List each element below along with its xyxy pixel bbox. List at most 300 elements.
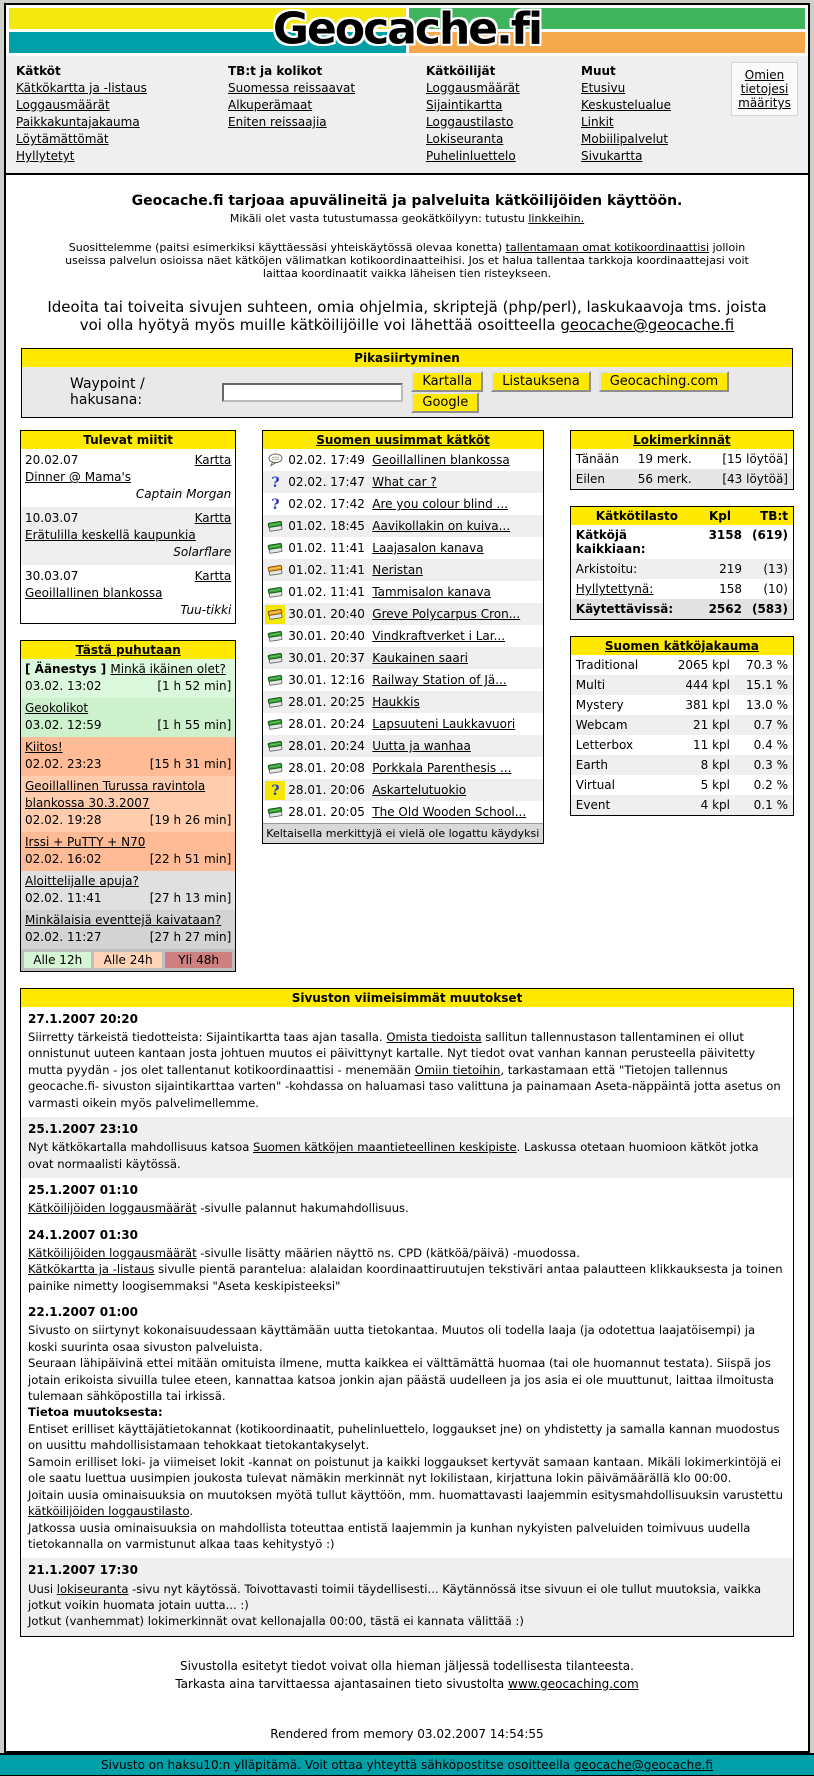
discussion-topics-title-link[interactable]: Tästä puhutaan (75, 643, 181, 657)
cache-type-percent: 13.0 % (746, 698, 788, 712)
profile-settings-link[interactable]: Omien tietojesi määritys (738, 68, 791, 110)
change-entry (21, 1223, 793, 1300)
meet-row (21, 507, 235, 565)
meet-date: 10.03.07 (25, 511, 79, 525)
nav-column (426, 62, 581, 165)
waypoint-search-input[interactable] (222, 383, 403, 402)
listauksena-button[interactable]: Listauksena (491, 371, 590, 392)
topic-link[interactable]: Geoillallinen Turussa ravintola blankossa 30.3.2007 (25, 779, 206, 810)
stats-kpl-value: 158 (719, 582, 742, 596)
cache-name-link[interactable]: Askartelutuokio (372, 783, 467, 797)
log-entries-rows (571, 449, 793, 489)
nav-link[interactable]: Sivukartta (581, 149, 643, 163)
cache-type-percent: 0.3 % (753, 758, 788, 772)
change-entry-line (28, 1520, 786, 1553)
text-segment: . Laskussa otetaan huomioon kätköt jotka ovat normaalisti käytössä. (28, 1140, 759, 1171)
mystery-cache-icon (265, 781, 285, 800)
cache-row (263, 493, 542, 515)
nav-link[interactable]: Mobiilipalvelut (581, 132, 669, 146)
topic-row (21, 659, 235, 698)
traditional-cache-icon (265, 671, 285, 690)
newest-caches-rows (263, 449, 542, 823)
change-entry-line (28, 1613, 786, 1629)
topic-meta-line (25, 812, 231, 829)
main-nav (6, 56, 808, 173)
text-segment: Seuraan lähipäivinä ettei mitään omituista ilmene, mutta kaikkea ei välttämättä huomaa (tai ole huomannut testata). Siispä jos jotain erikoista sivuilla tulee eteen, kannattaa katsoa jonkin ajan päästä uudelleen ja jos asia ei ole muuttunut, laittaa ilmoitusta tulemaan sähköpostilla tai irkissä. (28, 1356, 775, 1403)
log-day-label: Eilen (575, 472, 606, 486)
upcoming-meets-title: Tulevat miitit (21, 431, 235, 449)
cache-date: 01.02. 11:41 (288, 541, 365, 555)
meet-row-top (25, 510, 231, 527)
change-entry (21, 1558, 793, 1635)
quick-jump-box (21, 348, 793, 418)
stats-label: Arkistoitu: (575, 562, 638, 576)
topic-title-line (25, 661, 231, 678)
topic-row (21, 737, 235, 776)
meet-row-top (25, 568, 231, 585)
traditional-cache-icon (265, 539, 285, 558)
cache-row (263, 449, 542, 471)
meet-row-top (25, 452, 231, 469)
cache-date: 30.01. 12:16 (288, 673, 365, 687)
traditional-cache-icon (265, 583, 285, 602)
change-entry-date: 27.1.2007 20:20 (28, 1012, 138, 1026)
cache-name-link[interactable]: What car ? (372, 475, 437, 489)
inline-link[interactable]: Kätkökartta ja -listaus (28, 1262, 155, 1277)
traditional-cache-icon (265, 649, 285, 668)
content-columns (6, 418, 808, 972)
inline-link[interactable]: tallentamaan omat kotikoordinaattisi (505, 241, 710, 254)
cache-row (263, 581, 542, 603)
newest-caches-title-link[interactable]: Suomen uusimmat kätköt (316, 433, 490, 447)
topic-age: [19 h 26 min] (149, 813, 232, 827)
legend-alle-24h: Alle 24h (94, 952, 161, 968)
main-content (6, 173, 808, 1751)
cache-row (263, 691, 542, 713)
waypoint-search-label: Waypoint / hakusana: (70, 376, 145, 408)
topic-link[interactable]: Kiitos! (25, 740, 63, 754)
meet-row (21, 565, 235, 623)
traditional-cache-icon (265, 627, 285, 646)
meet-row (21, 449, 235, 507)
nav-link[interactable]: Eniten reissaajia (228, 115, 327, 129)
text-segment: sallitun tallennustason tallentaminen ei ollut onnistunut uuteen kantaan josta johtuen muutos ei päivittynyt kartalle. Nyt tiedot ovat vanhan kannan perusteella päivitetty mutta pyydän - jos olet tallentanut kotikoordinaattisi - menemään (28, 1030, 756, 1077)
cache-date: 28.01. 20:24 (288, 739, 365, 753)
intro-title: Geocache.fi tarjoaa apuvälineitä ja palveluita kätköilijöiden käyttöön. (131, 193, 683, 209)
cache-name-link[interactable]: Are you colour blind ... (372, 497, 508, 511)
topic-date: 03.02. 13:02 (25, 679, 102, 693)
meet-owner: Solarflare (173, 545, 232, 559)
meet-map-link[interactable]: Kartta (194, 453, 232, 467)
discussion-topics-rows (21, 659, 235, 949)
legend-alle-12h: Alle 12h (24, 952, 91, 968)
topic-meta-line (25, 929, 231, 946)
inline-link[interactable]: www.geocaching.com (508, 1676, 639, 1691)
text-segment: Mikäli olet vasta tutustumassa geokätköilyyn: tutustu (229, 212, 529, 225)
cache-date: 28.01. 20:06 (288, 783, 365, 797)
change-entry (21, 1117, 793, 1178)
topic-age: [1 h 55 min] (157, 718, 232, 732)
distribution-row (571, 695, 793, 715)
nav-link[interactable]: Alkuperämaat (228, 98, 313, 112)
topic-meta-line (25, 851, 231, 868)
cache-name-link[interactable]: Lapsuuteni Laukkavuori (372, 717, 516, 731)
cache-type-count: 21 kpl (693, 718, 730, 732)
site-changes-box (20, 988, 794, 1637)
distribution-row (571, 755, 793, 775)
inline-link[interactable]: Kätköilijöiden loggausmäärät (28, 1245, 197, 1260)
left-column (20, 430, 236, 972)
text-segment: Ideoita tai toiveita sivujen suhteen, omia ohjelmia, skriptejä (php/perl), laskukaavoja tms. joista voi olla hyötyä myös muille kätköilijöille voi lähettää osoitteella (47, 298, 767, 334)
change-entry (21, 1178, 793, 1222)
text-segment: Sivusto on haksu10:n ylläpitämä. Voit ottaa yhteyttä sähköpostitse osoitteella (101, 1757, 574, 1772)
stats-kpl-value: 3158 (708, 528, 742, 542)
topic-row (21, 698, 235, 737)
cache-row (263, 779, 542, 801)
topic-link[interactable]: Minkä ikäinen olet? (110, 662, 226, 676)
cache-stats-row (571, 559, 793, 579)
topic-meta-line (25, 756, 231, 773)
svg-text:?: ? (271, 475, 280, 490)
topic-age: [27 h 13 min] (149, 891, 232, 905)
inline-link[interactable]: geocache@geocache.fi (573, 1757, 713, 1772)
cache-name-link[interactable]: The Old Wooden School... (372, 805, 527, 819)
change-entry-date: 22.1.2007 01:00 (28, 1305, 138, 1320)
inline-link[interactable]: geocache@geocache.fi (560, 316, 735, 334)
change-entry-line (28, 1581, 786, 1614)
nav-column-title: Kätköilijät (426, 64, 496, 78)
text-segment: Jatkossa uusia ominaisuuksia on mahdollista toteuttaa entistä laajemmin ja kunhan nykyisten palveluiden toimivuus uudella tietokannalla on varmistunut alkaa taas kehitystyö :) (28, 1520, 751, 1552)
site-footer-bar (0, 1753, 814, 1776)
meet-map-link[interactable]: Kartta (194, 511, 232, 525)
svg-text:?: ? (271, 783, 280, 798)
cache-distribution-title-link[interactable]: Suomen kätköjakauma (604, 639, 759, 653)
topic-row (21, 832, 235, 871)
cache-name-link[interactable]: Uutta ja wanhaa (372, 739, 471, 753)
multi-cache-icon (265, 605, 285, 624)
distribution-row (571, 675, 793, 695)
inline-link[interactable]: lokiseuranta (56, 1581, 129, 1596)
topic-title-line (25, 912, 231, 929)
log-entries-box (570, 430, 794, 490)
google-button[interactable]: Google (411, 392, 479, 413)
yellow-highlight-note: Keltaisella merkittyjä ei vielä ole logattu käydyksi (263, 823, 542, 843)
meet-name-link[interactable]: Geoillallinen blankossa (25, 586, 163, 600)
topic-date: 03.02. 12:59 (25, 718, 102, 732)
site-logo: Geocache.fi (272, 2, 542, 54)
kartalla-button[interactable]: Kartalla (411, 371, 483, 392)
cache-type-label: Letterbox (575, 738, 634, 752)
quick-jump-body (22, 367, 792, 417)
intro-contact (38, 298, 776, 334)
svg-text:?: ? (271, 497, 280, 512)
cache-row (263, 537, 542, 559)
mystery-cache-icon (265, 473, 285, 492)
text-segment: Suosittelemme (paitsi esimerkiksi käyttäessäsi yhteiskäytössä olevaa konetta) (68, 241, 506, 254)
change-entry-line (28, 1404, 786, 1420)
change-entry (21, 1007, 793, 1117)
inline-link[interactable]: linkkeihin. (528, 212, 585, 225)
right-column (570, 430, 794, 816)
topic-date: 02.02. 11:27 (25, 930, 102, 944)
cache-type-label: Traditional (575, 658, 639, 672)
topic-title-line (25, 778, 231, 812)
disclaimer-line2 (6, 1675, 808, 1693)
topic-meta-line (25, 678, 231, 695)
topic-title-line (25, 834, 231, 851)
upcoming-meets-box (20, 430, 236, 624)
cache-date: 28.01. 20:05 (288, 805, 365, 819)
stats-label: Kätköjä kaikkiaan: (575, 528, 646, 556)
distribution-row (571, 735, 793, 755)
cache-stats-row (571, 579, 793, 599)
change-entry-line (28, 1322, 786, 1355)
cache-stats-rows (571, 525, 793, 619)
topic-age-legend (21, 949, 235, 971)
topic-row (21, 871, 235, 910)
cache-stats-box (570, 506, 794, 620)
log-finds: [15 löytöä] (722, 452, 788, 466)
nav-link[interactable]: Suomessa reissaavat (228, 81, 356, 95)
log-day-label: Tänään (575, 452, 619, 466)
change-entry-line (28, 1029, 786, 1111)
cache-row (263, 559, 542, 581)
cache-row (263, 757, 542, 779)
cache-date: 01.02. 18:45 (288, 519, 365, 533)
text-segment: Joitain uusia ominaisuuksia on muutoksen myötä tullut käyttöön, mm. huomattavasti laajemmin esitysmahdollisuuksin varustettu (28, 1487, 783, 1502)
text-segment: , tarkastamaan että "Tietojen tallennus geocache.fi- sivuston sijaintikarttaa varten" -kohdassa on haluamasi taso valittuna ja painamaan Aseta-näppäintä jotta asetus on varmasti oikein myös palvelimellemme. (28, 1062, 781, 1110)
nav-link[interactable]: Etusivu (581, 81, 626, 95)
log-entry-row (571, 449, 793, 469)
cache-type-count: 5 kpl (700, 778, 730, 792)
nav-link[interactable]: Kätkökartta ja -listaus (16, 81, 147, 95)
change-entry-date: 25.1.2007 01:10 (28, 1183, 138, 1198)
text-segment: Samoin erilliset loki- ja viimeiset lokit -kannat on poistunut ja kaikki loggaukset kertyvät samaan kantaan. Mikäli lokimerkintöjä ei ole saatu luettua uusimpien joukosta tulevat nämäkin merkinnät nyt lokilistaan, kirjattuna lokin päivämäärällä klo 00:00. (28, 1454, 782, 1486)
nav-column (228, 62, 426, 165)
change-entry-date: 25.1.2007 23:10 (28, 1122, 138, 1137)
text-segment: jolloin useissa palvelun osioissa näet kätköjen välimatkan kotikoordinaatteihisi. Jos et halua tallentaa tarkkoja koordinaattejasi voit laittaa koordinaatit vaikka läheisen tien risteykseen. (65, 241, 749, 280)
cache-stats-col-kpl: Kpl (708, 509, 731, 523)
cache-stats-row (571, 599, 793, 619)
change-entry (21, 1300, 793, 1558)
nav-link[interactable]: Hyllytetyt (16, 149, 75, 163)
meet-owner: Captain Morgan (135, 487, 232, 501)
cache-date: 02.02. 17:47 (288, 475, 365, 489)
stats-label: Käytettävissä: (575, 602, 674, 616)
cache-row (263, 625, 542, 647)
topic-link[interactable]: Aloittelijalle apuja? (25, 874, 139, 888)
stats-tb-value: (10) (763, 582, 788, 596)
cache-name-link[interactable]: Geoillallinen blankossa (372, 453, 510, 467)
cache-date: 01.02. 11:41 (288, 563, 365, 577)
cache-stats-title: Kätkötilasto (595, 509, 678, 523)
cache-row (263, 713, 542, 735)
cache-name-link[interactable]: Vindkraftverket i Lar... (372, 629, 506, 643)
cache-name-link[interactable]: Aavikollakin on kuiva... (372, 519, 511, 533)
distribution-row (571, 655, 793, 675)
distribution-row (571, 795, 793, 815)
cache-name-link[interactable]: Haukkis (372, 695, 420, 709)
multi-cache-icon (265, 561, 285, 580)
topic-title-line (25, 700, 231, 717)
disclaimer-line1: Sivustolla esitetyt tiedot voivat olla hieman jäljessä todellisesta tilanteesta. (180, 1658, 634, 1673)
nav-link[interactable]: Loggausmäärät (426, 81, 520, 95)
cache-name-link[interactable]: Kaukainen saari (372, 651, 468, 665)
traditional-cache-icon (265, 693, 285, 712)
stats-kpl-value: 219 (719, 562, 742, 576)
nav-link[interactable]: Keskustelualue (581, 98, 672, 112)
topic-link[interactable]: Minkälaisia eventtejä kaivataan? (25, 913, 222, 927)
cache-date: 30.01. 20:40 (288, 607, 365, 621)
cache-stats-col-tb: TB:t (760, 509, 788, 523)
nav-link[interactable]: Loggaustilasto (426, 115, 514, 129)
cache-row (263, 515, 542, 537)
text-segment: Nyt kätkökartalla mahdollisuus katsoa (28, 1140, 253, 1155)
text-segment: -sivu nyt käytössä. Toivottavasti toimii täydellisesti... Käytännössä itse sivuun ei ole tullut muutoksia, vaikka jotkut voikin huomata jotain uutta... :) (28, 1581, 762, 1612)
text-segment: -sivulle lisätty määrien näyttö ns. CPD (kätköä/päivä) -muodossa. (196, 1245, 580, 1260)
event-cache-icon (265, 451, 285, 470)
text-segment: Tarkasta aina tarvittaessa ajantasainen tieto sivustolta (175, 1676, 509, 1691)
stats-kpl-value: 2562 (708, 602, 742, 616)
cache-date: 02.02. 17:49 (288, 453, 365, 467)
distribution-row (571, 775, 793, 795)
nav-columns (16, 62, 731, 165)
change-entry-date: 21.1.2007 17:30 (28, 1563, 138, 1578)
cache-row (263, 801, 542, 823)
quick-jump-buttons (403, 371, 786, 413)
cache-name-link[interactable]: Tammisalon kanava (372, 585, 491, 599)
change-entry-line (28, 1355, 786, 1404)
change-entry-line (28, 1200, 786, 1216)
change-entry-line (28, 1139, 786, 1172)
intro-section (6, 193, 808, 334)
inline-link[interactable]: kätköilijöiden loggaustilasto (28, 1504, 190, 1519)
intro-paragraph (54, 241, 760, 280)
text-segment: Tietoa muutoksesta: (28, 1405, 163, 1420)
inline-link[interactable]: Omiin tietoihin (414, 1062, 501, 1077)
nav-link[interactable]: Löytämättömät (16, 132, 109, 146)
text-segment: -sivulle palannut hakumahdollisuus. (196, 1201, 409, 1216)
nav-column (581, 62, 731, 165)
cache-name-link[interactable]: Laajasalon kanava (372, 541, 484, 555)
cache-name-link[interactable]: Porkkala Parenthesis ... (372, 761, 512, 775)
cache-type-count: 4 kpl (700, 798, 730, 812)
traditional-cache-icon (265, 737, 285, 756)
profile-settings-box (731, 62, 798, 116)
cache-name-link[interactable]: Greve Polycarpus Cron... (372, 607, 521, 621)
nav-link[interactable]: Sijaintikartta (426, 98, 503, 112)
meet-name-link[interactable]: Erätulilla keskellä kaupunkia (25, 528, 196, 542)
cache-type-count: 8 kpl (700, 758, 730, 772)
cache-distribution-box (570, 636, 794, 816)
nav-column-title: Kätköt (16, 64, 61, 78)
inline-link[interactable]: Kätköilijöiden loggausmäärät (28, 1201, 197, 1216)
nav-link[interactable]: Paikkakuntajakauma (16, 115, 140, 129)
cache-distribution-rows (571, 655, 793, 815)
cache-name-link[interactable]: Railway Station of Jä... (372, 673, 507, 687)
nav-link[interactable]: Loggausmäärät (16, 98, 110, 112)
topic-link[interactable]: Geokolikot (25, 701, 89, 715)
nav-column (16, 62, 228, 165)
cache-type-label: Virtual (575, 778, 615, 792)
cache-row (263, 735, 542, 757)
change-entry-line (28, 1261, 786, 1294)
change-entry-date: 24.1.2007 01:30 (28, 1227, 138, 1242)
traditional-cache-icon (265, 803, 285, 822)
log-entries-title-link[interactable]: Lokimerkinnät (633, 433, 731, 447)
disclaimer-footer (6, 1657, 808, 1693)
stats-tb-value: (619) (751, 528, 788, 542)
cache-type-label: Webcam (575, 718, 628, 732)
log-count: 19 merk. (637, 452, 692, 466)
inline-link[interactable]: Omista tiedoista (386, 1030, 482, 1045)
nav-link[interactable]: Linkit (581, 115, 614, 129)
topic-date: 02.02. 16:02 (25, 852, 102, 866)
text-segment: . (189, 1504, 194, 1519)
traditional-cache-icon (265, 715, 285, 734)
stats-label-link[interactable]: Hyllytettynä: (575, 582, 654, 596)
topic-prefix: [ Äänestys ] (25, 662, 111, 676)
cache-stats-header (571, 507, 793, 525)
cache-type-count: 381 kpl (685, 698, 730, 712)
topic-title-line (25, 739, 231, 756)
topic-row (21, 910, 235, 949)
cache-date: 28.01. 20:08 (288, 761, 365, 775)
inline-link[interactable]: Suomen kätköjen maantieteellinen keskipiste (253, 1140, 517, 1155)
cache-type-label: Event (575, 798, 611, 812)
log-finds: [43 löytöä] (722, 472, 788, 486)
stats-tb-value: (13) (763, 562, 788, 576)
site-changes-title: Sivuston viimeisimmät muutokset (21, 989, 793, 1007)
text-segment: Jotkut (vanhemmat) lokimerkinnät ovat kellonajalla 00:00, tästä ei kannata välittää :) (28, 1614, 524, 1629)
meet-owner: Tuu-tikki (180, 603, 232, 617)
log-entry-row (571, 469, 793, 489)
change-entry-line (28, 1487, 786, 1520)
topic-age: [22 h 51 min] (149, 852, 232, 866)
topic-age: [1 h 52 min] (157, 679, 232, 693)
legend-yli-48h: Yli 48h (165, 952, 232, 968)
quick-jump-title: Pikasiirtyminen (22, 349, 792, 367)
middle-column (262, 430, 543, 844)
text-segment: Sivusto on siirtynyt kokonaisuudessaan käyttämään uutta tietokantaa. Muutos oli todella laaja (ja odotettua laajatöisempi) ja koski suurinta osaa sivuston palveluista. (28, 1323, 756, 1354)
topic-meta-line (25, 717, 231, 734)
cache-type-count: 2065 kpl (677, 658, 730, 672)
cache-type-count: 444 kpl (685, 678, 730, 692)
traditional-cache-icon (265, 759, 285, 778)
cache-date: 30.01. 20:37 (288, 651, 365, 665)
site-changes-entries (21, 1007, 793, 1636)
topic-date: 02.02. 23:23 (25, 757, 102, 771)
nav-link[interactable]: Puhelinluettelo (426, 149, 516, 163)
topic-row (21, 776, 235, 832)
stats-tb-value: (583) (751, 602, 788, 616)
nav-link[interactable]: Lokiseuranta (426, 132, 504, 146)
cache-date: 28.01. 20:24 (288, 717, 365, 731)
meet-name-link[interactable]: Dinner @ Mama's (25, 470, 132, 484)
topic-date: 02.02. 19:28 (25, 813, 102, 827)
cache-row (263, 647, 542, 669)
meet-map-link[interactable]: Kartta (194, 569, 232, 583)
cache-name-link[interactable]: Neristan (372, 563, 423, 577)
nav-column-title: Muut (581, 64, 616, 78)
nav-column-title: TB:t ja kolikot (228, 64, 323, 78)
page-frame (4, 3, 810, 1753)
cache-row (263, 669, 542, 691)
geocaching-com-button[interactable]: Geocaching.com (599, 371, 730, 392)
topic-link[interactable]: Irssi + PuTTY + N70 (25, 835, 146, 849)
intro-subtitle (6, 212, 808, 225)
cache-type-percent: 0.4 % (753, 738, 788, 752)
